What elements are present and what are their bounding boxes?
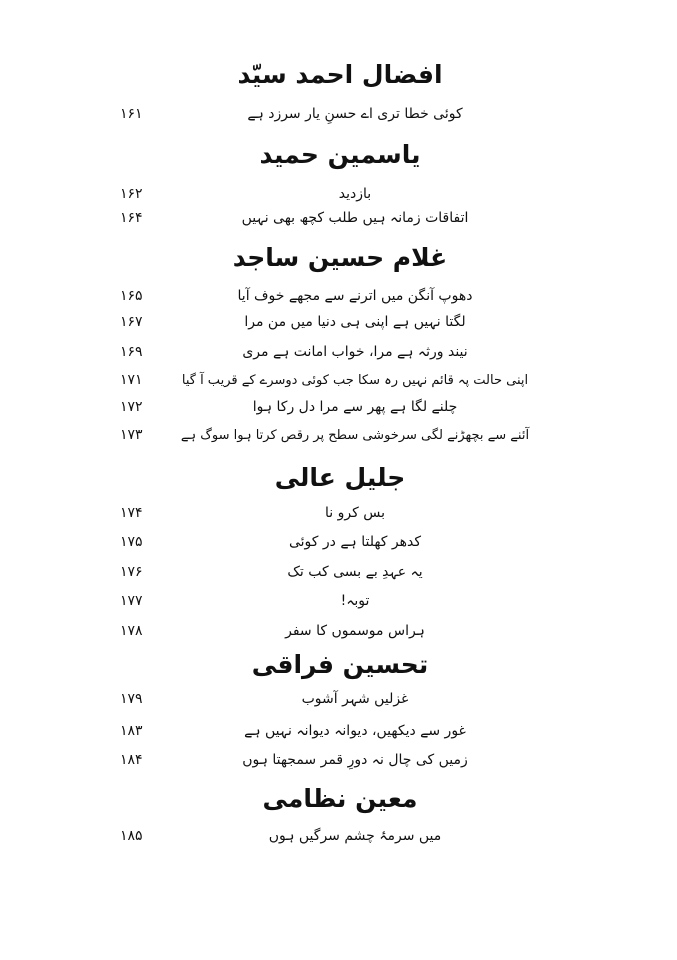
page-number: ۱۷۳ (120, 427, 143, 443)
page-number: ۱۷۲ (120, 399, 143, 415)
poem-title: دھوپ آنگن میں اترنے سے مجھے خوف آیا (237, 288, 473, 304)
author-heading: غلام حسین ساجد (232, 243, 448, 272)
toc-entry (120, 620, 530, 642)
toc-entry (120, 103, 530, 125)
toc-entry (120, 561, 530, 583)
toc-entry (120, 590, 530, 612)
poem-title: کدھر کھلتا ہے در کوئی (288, 534, 422, 550)
page-number: ۱۷۴ (120, 505, 143, 521)
poem-title: زمیں کی چال نہ دورِ قمر سمجھتا ہوں (242, 752, 468, 768)
poem-title: بس کرو نا (325, 505, 385, 521)
page-number: ۱۸۴ (120, 752, 143, 768)
toc-entry (120, 311, 530, 333)
toc-entry (120, 749, 530, 771)
toc-entry (120, 396, 530, 418)
poem-title: نیند ورثہ ہے مرا، خواب امانت ہے مری (242, 344, 468, 360)
poem-title: چلنے لگا ہے پھر سے مرا دل رکا ہوا (252, 399, 458, 415)
page-number: ۱۶۴ (120, 210, 143, 226)
page-number: ۱۶۷ (120, 314, 143, 330)
page-number: ۱۶۵ (120, 288, 143, 304)
toc-entry (120, 341, 530, 363)
author-heading: جلیل عالی (274, 463, 406, 492)
poem-title: اتفاقات زمانہ ہیں طلب کچھ بھی نہیں (241, 210, 469, 226)
page-number: ۱۷۸ (120, 623, 143, 639)
toc-entry (120, 531, 530, 553)
poem-title: غور سے دیکھیں، دیوانہ دیوانہ نہیں ہے (244, 723, 466, 739)
page-number: ۱۷۶ (120, 564, 143, 580)
page-number: ۱۶۲ (120, 186, 143, 202)
page-number: ۱۶۹ (120, 344, 143, 360)
toc-entry (120, 207, 530, 229)
poem-title: کوئی خطا تری اے حسنِ یار سرزد ہے (247, 106, 463, 122)
toc-entry (120, 424, 530, 446)
page-number: ۱۶۱ (120, 106, 143, 122)
poem-title: غزلیں شہر آشوب (301, 691, 409, 707)
poem-title: آئنے سے بچھڑنے لگی سرخوشی سطح پر رقص کرتا ہوا سوگ ہے (180, 427, 530, 443)
toc-entry (120, 285, 530, 307)
poem-title: میں سرمۂ چشم سرگیں ہوں (268, 828, 442, 844)
page-number: ۱۷۹ (120, 691, 143, 707)
page-number: ۱۷۷ (120, 593, 143, 609)
toc-entry (120, 720, 530, 742)
author-heading: افضال احمد سیّد (237, 60, 443, 89)
poem-title: ہراس موسموں کا سفر (285, 623, 425, 639)
poem-title: یہ عہدِ بے بسی کب تک (287, 564, 423, 580)
page-number: ۱۷۱ (120, 372, 143, 388)
page-number: ۱۷۵ (120, 534, 143, 550)
poem-title: لگتا نہیں ہے اپنی ہی دنیا میں من مرا (244, 314, 466, 330)
page-number: ۱۸۵ (120, 828, 143, 844)
poem-title: اپنی حالت پہ قائم نہیں رہ سکا جب کوئی دوسرے کے قریب آ گیا (181, 372, 529, 388)
toc-entry (120, 369, 530, 391)
author-heading: یاسمین حمید (259, 140, 421, 169)
author-heading: معین نظامی (262, 784, 418, 813)
author-heading: تحسین فراقی (251, 650, 429, 679)
toc-entry (120, 183, 530, 205)
poem-title: توبہ! (340, 593, 370, 609)
toc-entry (120, 825, 530, 847)
page-number: ۱۸۳ (120, 723, 143, 739)
toc-entry (120, 502, 530, 524)
poem-title: بازدید (338, 186, 372, 202)
toc-entry (120, 688, 530, 710)
